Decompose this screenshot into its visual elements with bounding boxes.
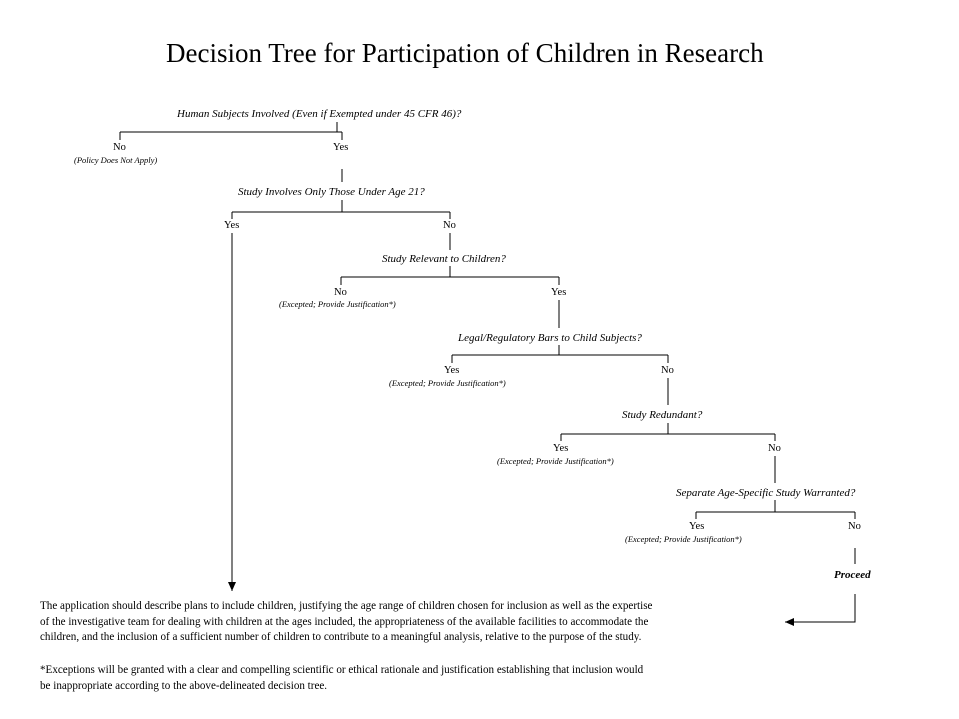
question-relevant-to-children: Study Relevant to Children? [382,253,506,265]
application-line: of the investigative team for dealing with children at the ages included, the appropriateness of the available facilities to accommodate the [40,615,649,628]
q3-no-note: (Excepted; Provide Justification*) [279,299,396,309]
footnote-line: *Exceptions will be granted with a clear and compelling scientific or ethical rationale and justification establishing that inclusion would [40,664,644,676]
application-instructions [40,599,800,646]
q5-yes-label: Yes [553,443,569,454]
q6-yes-label: Yes [689,521,705,532]
q6-yes-note: (Excepted; Provide Justification*) [625,534,742,544]
q2-no-label: No [443,220,456,231]
application-line: The application should describe plans to include children, justifying the age range of children chosen for inclusion as well as the expertise [40,600,653,612]
q1-no-label: No [113,142,126,153]
question-age-specific-study: Separate Age-Specific Study Warranted? [676,487,856,499]
q5-no-label: No [768,443,781,454]
q4-no-label: No [661,365,674,376]
q1-yes-label: Yes [333,142,349,153]
page-title: Decision Tree for Participation of Children in Research [166,38,764,68]
question-under-21: Study Involves Only Those Under Age 21? [238,186,425,198]
exceptions-footnote [40,663,800,694]
question-study-redundant: Study Redundant? [622,409,703,421]
q4-yes-label: Yes [444,365,460,376]
q3-yes-label: Yes [551,287,567,298]
q1-no-note: (Policy Does Not Apply) [74,155,158,165]
q3-no-label: No [334,287,347,298]
q4-yes-note: (Excepted; Provide Justification*) [389,378,506,388]
q2-yes-label: Yes [224,220,240,231]
footnote-line: be inappropriate according to the above-delineated decision tree. [40,679,328,692]
q5-yes-note: (Excepted; Provide Justification*) [497,456,614,466]
q6-no-label: No [848,521,861,532]
question-legal-bars: Legal/Regulatory Bars to Child Subjects? [458,332,642,344]
proceed-label: Proceed [834,569,871,581]
question-human-subjects: Human Subjects Involved (Even if Exempted under 45 CFR 46)? [177,108,462,120]
application-line: children, and the inclusion of a sufficient number of children to contribute to a meaningful analysis, relative to the purpose of the study. [40,631,642,643]
